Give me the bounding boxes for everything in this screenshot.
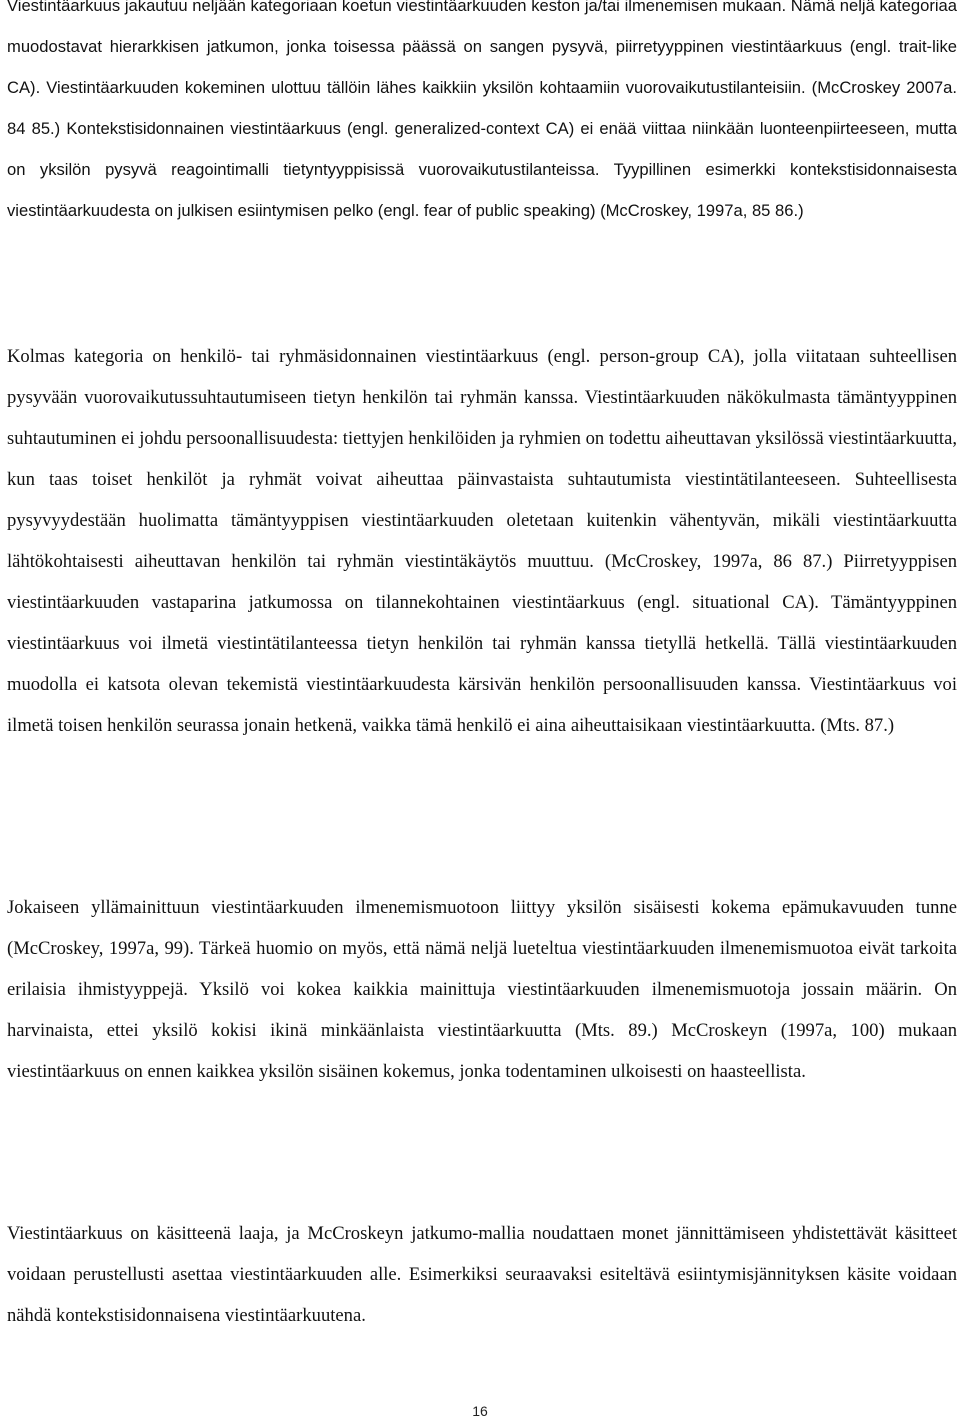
paragraph-internal-discomfort: Jokaiseen yllämainittuun viestintäarkuuden ilmenemismuotoon liittyy yksilön sisäisesti kokema epämukavuuden tunne (McCroskey, 1997a, 99). Tärkeä huomio on myös, että nämä neljä lueteltua viestintäarkuuden ilmenemismuotoa eivät tarkoita erilaisia ihmistyyppejä. Yksilö voi kokea kaikkia mainittuja viestintäarkuuden ilmenemismuotoja jossain määrin. On harvinaista, ettei yksilö kokisi ikinä minkäänlaista viestintäarkuutta (Mts. 89.) McCroskeyn (1997a, 100) mukaan viestintäarkuus on ennen kaikkea yksilön sisäinen kokemus, jonka todentaminen ulkoisesti on haasteellista.: [7, 897, 957, 1082]
paragraph-person-group-and-situational-ca: Kolmas kategoria on henkilö- tai ryhmäsidonnainen viestintäarkuus (engl. person-group CA), jolla viitataan suhteellisen pysyvään vuorovaikutussuhtautumiseen tietyn henkilön tai ryhmän kanssa. Viestintäarkuuden näkökulmasta tämäntyyppinen suhtautuminen ei johdu persoonallisuudesta: tiettyjen henkilöiden ja ryhmien on todettu aiheuttavan yksilössä viestintäarkuutta, kun taas toiset henkilöt ja ryhmät voivat aiheuttaa päinvastaista suhtautumista viestintätilanteeseen. Suhteellisesta pysyvyydestään huolimatta tämäntyyppisen viestintäarkuuden oletetaan kuitenkin vähentyvän, mikäli viestintäarkuutta lähtökohtaisesti aiheuttavan henkilön tai ryhmän viestintäkäytös muuttuu. (McCroskey, 1997a, 86 87.) Piirretyyppisen viestintäarkuuden vastaparina jatkumossa on tilannekohtainen viestintäarkuus (engl. situational CA). Tämäntyyppinen viestintäarkuus voi ilmetä viestintätilanteessa tietyn henkilön tai ryhmän kanssa tietyllä hetkellä. Tällä viestintäarkuuden muodolla ei katsota olevan tekemistä viestintäarkuudesta kärsivän henkilön persoonallisuuden kanssa. Viestintäarkuus voi ilmetä toisen henkilön seurassa jonain hetkenä, vaikka tämä henkilö ei aina aiheuttaisikaan viestintäarkuutta. (Mts. 87.): [7, 346, 957, 736]
paragraph-concept-scope: Viestintäarkuus on käsitteenä laaja, ja McCroskeyn jatkumo-mallia noudattaen monet jännittämiseen yhdistettävät käsitteet voidaan perustellusti asettaa viestintäarkuuden alle. Esimerkiksi seuraavaksi esiteltävä esiintymisjännityksen käsite voidaan nähdä kontekstisidonnaisena viestintäarkuutena.: [7, 1223, 957, 1326]
paragraph-communication-apprehension-categories: Viestintäarkuus jakautuu neljään kategoriaan koetun viestintäarkuuden keston ja/tai ilmenemisen mukaan. Nämä neljä kategoriaa muodostavat hierarkkisen jatkumon, jonka toisessa päässä on sangen pysyvä, piirretyyppinen viestintäarkuus (engl. trait-like CA). Viestintäarkuuden kokeminen ulottuu tällöin lähes kaikkiin yksilön kohtaamiin vuorovaikutustilanteisiin. (McCroskey 2007a. 84 85.) Kontekstisidonnainen viestintäarkuus (engl. generalized-context CA) ei enää viittaa niinkään luonteenpiirteeseen, mutta on yksilön pysyvä reagointimalli tietyntyyppisissä vuorovaikutustilanteissa. Tyypillinen esimerkki kontekstisidonnaisesta viestintäarkuudesta on julkisen esiintymisen pelko (engl. fear of public speaking) (McCroskey, 1997a, 85 86.): [7, 0, 957, 220]
page-number: 16: [472, 1403, 488, 1419]
